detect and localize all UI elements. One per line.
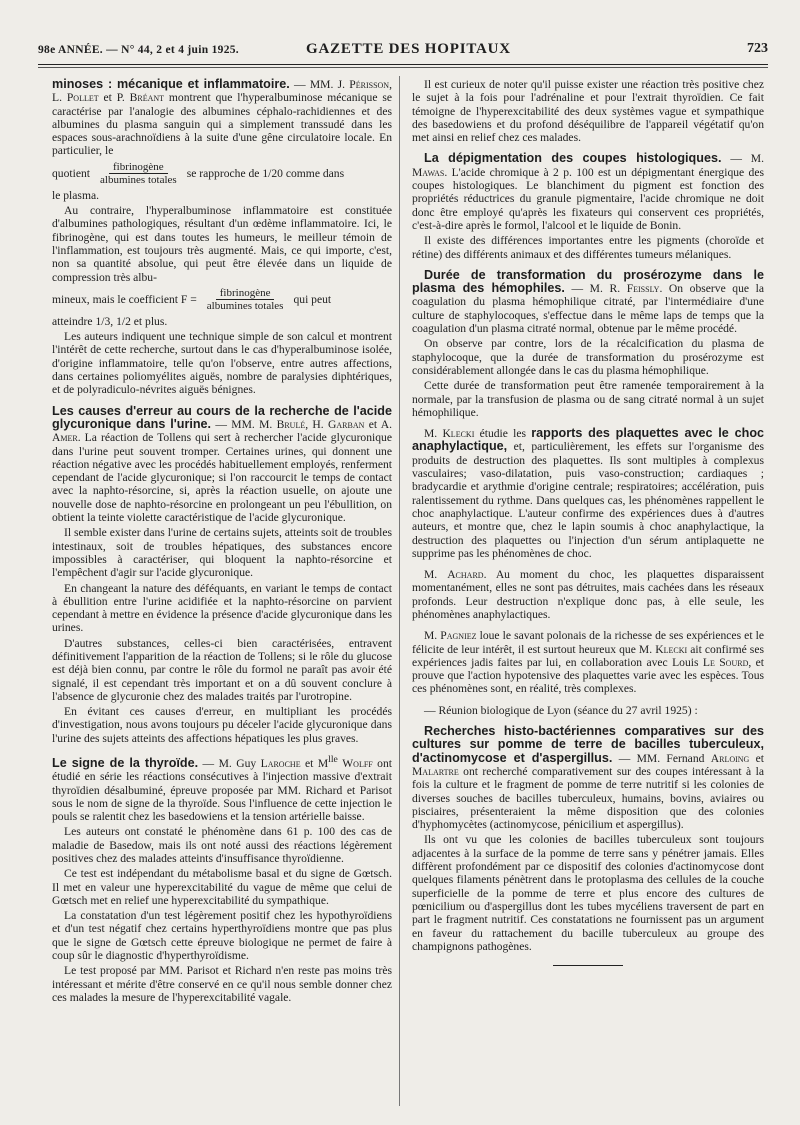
fraction-numerator: fibrinogène [216, 287, 275, 300]
paragraph: En changeant la nature des déféquants, en variant le temps de contact à ébullition entre l'urine acidifiée et la naphto-résorcine on parvient cependant à mettre en évidence la présence d'acide glycuronique dans les urines. [52, 581, 392, 635]
article-histo-bacteriennes: Recherches histo-bactériennes comparatives sur des cultures sur pomme de terre de bacilles tuberculeux, d'actinomycose et d'aspergillus. — MM. Fernand Arloing et Malartre ont recherché comparativement sur des coupes intéressant à la fois la culture et le fragment de pomme de terre nutritif si les colonies de diverses souches de bacilles tuberculeux, humains, bovins, aviaires ou pisciaires, présenteraient la même disposition que des colonies d'hyphomycètes (actinomycose, pénicilium et aspergillus). [412, 724, 765, 832]
author-name: Malartre [412, 764, 459, 778]
article-title: rapports des plaquettes avec le choc anaphylactique, [412, 426, 765, 454]
formula-quotient: quotient $\frac{\text{fibrinogène}}{\text{albumines totales}}$ se rapproche de 1/20 comme dans [52, 160, 345, 186]
formula-coefficient: mineux, mais le coefficient F = $\frac{\text{fibrinogène}}{\text{albumines totales}}$ qui peut [52, 286, 332, 312]
author-name: Amer [52, 431, 78, 445]
paragraph: Les auteurs indiquent une technique simple de son calcul et montrent l'intérêt de cette recherche, surtout dans le cas d'hyperalbuminose isolée, d'origine inflammatoire, telle qu'on l'observe, entre autres affections, dans certaines poliomyélites aiguës, nombre de paralysies diphtériques, et de polyradiculo-névrites aiguës bénignes. [52, 330, 392, 397]
author-name: Wolff [342, 756, 373, 770]
author-name: Klecki [655, 642, 688, 656]
author-name: Le Sourd [702, 655, 749, 669]
article-title: Durée de transformation du prosérozyme dans le plasma des hémophiles. [412, 267, 764, 296]
author-name: Brulé [276, 417, 306, 431]
article-signe-thyroide: Le signe de la thyroïde. — M. Guy Laroche et $M^{lle}$ Wolff ont étudié en série les réactions consécutives à l'injection massive d'extrait thyroïdien désalbuminé, épreuve proposée par MM. Richard et Parisot sous le nom de signe de la thyroïde. Sous l'influence de cette injection le pouls se ralentit chez les basedowiens et la tension artérielle baisse. [52, 754, 392, 824]
author-name: Mawas [412, 165, 445, 179]
right-column [412, 78, 764, 966]
end-rule [553, 965, 623, 966]
paragraph: On observe par contre, lors de la récalcification du plasma de staphylocoque, que la durée de transformation du prosérozyme est considérablement allongée dans le cas du plasma hémophilique. [412, 337, 764, 377]
author-name: Pagniez [440, 629, 477, 643]
paragraph: Il semble exister dans l'urine de certains sujets, atteints soit de troubles intestinaux, soit de troubles hépatiques, des substances encore impossibles à caractériser, qui bloquent la naphto-résorcine et l'empêchent d'agir sur l'acide glycuronique. [52, 526, 392, 580]
paragraph: En évitant ces causes d'erreur, en multipliant les procédés d'investigation, nous avons toujours pu déceler l'acide glycuronique dans l'urine des sujets atteints des affections hépatiques les plus graves. [52, 705, 392, 745]
paragraph: Le test proposé par MM. Parisot et Richard n'en reste pas moins très intéressant et mérite d'être conservé en ce qu'il nous semble donner chez ces malades la mesure de l'hyperexcitabilité vagale. [52, 964, 392, 1004]
reunion-line: — Réunion biologique de Lyon (séance du 27 avril 1925) : [424, 703, 698, 717]
fraction-denominator: albumines totales [206, 299, 284, 312]
author-name: Pollet [66, 91, 99, 105]
article-title: Recherches histo-bactériennes comparatives sur des cultures sur pomme de terre de bacilles tuberculeux, d'actinomycose et d'aspergillus. [412, 724, 764, 765]
header-rule-thin [38, 67, 768, 68]
page-header [38, 38, 768, 62]
article-plaquettes: M. Klecki étudie les rapports des plaquettes avec le choc anaphylactique, et, particulièrement, les effets sur l'organisme des produits de destruction des plaquettes. Ils sont multiples à complexus vasculaires; vaso-dilatation, puis vaso-construction; cardiaques ; bradycardie et arythmie d'origine centrale; respiratoires; accélération, puis ralentissement du rythme. Dans quelques cas, les phénomènes rappellent le choc anaphylactique. L'auteur confirme des expériences dues à d'autres auteurs, et montre que, chez le lapin soumis à choc anaphylactique, la destruction des plaquettes ou l'injection d'un sérum antiplaquette ne supprime pas les phénomènes de choc. [412, 426, 765, 560]
author-name: Bréant [129, 91, 165, 105]
paragraph: D'autres substances, celles-ci bien caractérisées, entravent définitivement l'apparition de la réaction de Tollens; si le rôle du glucose est déjà bien connu, par contre le rôle du formol ne paraît pas avoir été signalé, il est cependant très important et on a dû souvent conclure à l'absence de glycuronie chez des malades traités par l'urotropine. [52, 636, 392, 703]
header-rule [38, 64, 768, 65]
paragraph: Ce test est indépendant du métabolisme basal et du signe de Gœtsch. Il met en valeur une hyperexcitabilité du vague de même que celui de Gœtsch met en relief une hyperexcitabilité du sympathique. [52, 867, 392, 907]
paragraph: Au contraire, l'hyperalbuminose inflammatoire est constituée d'albumines pathologiques, résultant d'un œdème inflammatoire. Ici, le fibrinogène, qui est dans toutes les humeurs, le meilleur témoin de l'inflammation, est toujours très augmenté. Mais, ce qui importe, c'est, non sa quantité absolue, qui peut être élevée dans un liquide de compression très albu- [52, 204, 392, 284]
article-title: minoses : mécanique et inflammatoire. [52, 77, 290, 91]
author-name: Garban [328, 417, 365, 431]
column-divider [399, 76, 400, 1106]
author-name: Klecki [442, 427, 475, 441]
author-name: Achard [447, 568, 484, 582]
fraction [96, 161, 181, 186]
paragraph: Il existe des différences importantes entre les pigments (choroïde et rétine) des différents animaux et des différentes tumeurs mélaniques. [412, 234, 764, 261]
article-title: Le signe de la thyroïde. [52, 755, 199, 770]
comment-achard: M. Achard. Au moment du choc, les plaquettes disparaissent momentanément, elles ne sont pas détruites, mais cachées dans les réseaux profonds. Leur destruction n'explique donc pas, à elle seule, les phénomènes anaphylactiques. [412, 568, 764, 621]
fraction [203, 287, 288, 312]
article-proserozyme: Durée de transformation du prosérozyme dans le plasma des hémophiles. — M. R. Feissly. On observe que la coagulation du plasma hémophilique citraté, par l'intermédiaire d'une culture de staphylocoques, s'effectue dans le même laps de temps que la coagulation d'un plasma citraté normal, obtenue par le même procédé. [412, 267, 764, 336]
page-number: 723 [747, 41, 768, 56]
journal-title: GAZETTE DES HOPITAUX [306, 41, 511, 57]
fraction-denominator: albumines totales [100, 173, 177, 186]
author-name: Périsson [349, 78, 390, 91]
paragraph: La constatation d'un test légèrement positif chez les hypothyroïdiens et d'un test négatif chez certains hyperthyroïdiens montre que pas plus que le signe de Gœtsch cette épreuve biologique ne permet de faire à coup sûr le diagnostic d'hyperthyroïdisme. [52, 909, 392, 963]
author-name: Feissly [626, 282, 660, 296]
fraction-numerator: fibrinogène [109, 161, 168, 174]
article-title: La dépigmentation des coupes histologiques. [424, 151, 722, 166]
paragraph: Il est curieux de noter qu'il puisse exister une réaction très positive chez le sujet à la fois pour l'adrénaline et pour l'extrait thyroïdien. Ce fait témoigne de l'hyperexcitabilité des deux systèmes vague et sympathique des basedowiens et du profond déséquilibre de l'appareil végétatif qu'on met ainsi en relief chez ces malades. [412, 78, 764, 145]
author-name: Laroche [260, 756, 301, 770]
paragraph: Les auteurs ont constaté le phénomène dans 61 p. 100 des cas de maladie de Basedow, mais ils ont noté aussi des réactions légèrement positives chez des malades atteints d'insuffisance thyroïdienne. [52, 825, 392, 865]
article-depigmentation: La dépigmentation des coupes histologiques. — M. Mawas. L'acide chromique à 2 p. 100 est un dépigmentant énergique des coupes histologiques. Le blanchiment du pigment est fonction des propriétés réductrices du granule pigmentaire, l'acide chromique ne doit donc être employé qu'après les fixateurs qui conservent ces propriétés, c'est-à-dire après le formol, l'alcool et le liquide de Bonin. [412, 151, 764, 232]
paragraph: Ils ont vu que les colonies de bacilles tuberculeux sont toujours adjacentes à la surface de la pomme de terre sans y pénétrer jamais. Elles diffèrent profondément par ce dispositif des colonies d'actinomycose dont quelques filaments pénètrent dans le protoplasma des cellules de la couche superficielle de la pomme de terre et plus encore des cultures de pœnicilium ou d'aspergillus dont les tubes mycéliens traversent de part en part le fragment nutritif. Ces constatations ne fournissent pas un argument en faveur du rattachement du bacille tuberculeux au groupe des champignons pathogènes. [412, 833, 764, 953]
issue-line: 98e ANNÉE. — N° 44, 2 et 4 juin 1925. [38, 44, 239, 56]
article-acide-glycuronique: Les causes d'erreur au cours de la recherche de l'acide glycuronique dans l'urine. — MM. M. Brulé, H. Garban et A. Amer. La réaction de Tollens qui sert à rechercher l'acide glycuronique dans l'urine peut souvent tromper. Certaines urines, qui donnent une réaction négative avec les procédés habituellement employés, renferment cependant de l'acide glycuronique; si l'on raccourcit le temps de contact avec la naphto-résorcine, si, après la réaction usuelle, on ajoute une nouvelle dose de naphto-résorcine en prolongeant un peu l'ébullition, on obtient la teinte violette caractéristique de l'acide glycuronique. [52, 403, 392, 525]
article-hyperalbuminose: minoses : mécanique et inflammatoire. — MM. J. Périsson, L. Pollet et P. Bréant montrent que l'hyperalbuminose mécanique se caractérise par l'analogie des albumines céphalo-rachidiennes et des albumines du plasma sanguin qui a simplement transsudé dans les espaces sous-arachnoïdiens à la suite d'une gêne circulatoire locale. En particulier, le [52, 77, 392, 158]
comment-pagniez: M. Pagniez loue le savant polonais de la richesse de ses expériences et le félicite de leur intérêt, il est surtout heureux que M. Klecki ait confirmé ses expériences jadis faites par lui, en collaboration avec Louis Le Sourd, et prouve que l'action hypotensive des plaquettes varie avec les espèces. Tous ces phénomènes sont, en réalité, très complexes. [412, 629, 764, 696]
left-column: minoses : mécanique et inflammatoire. — MM. J. Périsson, L. Pollet et P. Bréant montrent que l'hyperalbuminose mécanique se caractérise par l'analogie des albumines céphalo-rachidiennes et des albumines du plasma sanguin qui a simplement transsudé dans les espaces sous-arachnoïdiens à la suite d'une gêne circulatoire locale. En particulier, le quotient $\frac{\text{fibrinogène}}{\text{albumines totales}}$ se rapproche de 1/20 comme dans le plasma. Au contraire, l'hyperalbuminose inflammatoire est constituée d'albumines pathologiques, résultant d'un œdème inflammatoire. Ici, le fibrinogène, qui est dans toutes les humeurs, le meilleur témoin de l'inflammation, est toujours très augmenté. Mais, ce qui importe, c'est, non sa quantité absolue, qui peut être élevée dans un liquide de compression très albu- mineux, mais le coefficient F = $\frac{\text{fibrinogène}}{\text{albumines totales}}$ qui peut atteindre 1/3, 1/2 et plus. Les auteurs indiquent une technique simple de son calcul et montrent l'intérêt de cette recherche, surtout dans le cas d'hyperalbuminose isolée, d'origine inflammatoire, telle qu'on l'observe, entre autres affections, dans certaines poliomyélites aiguës, nombre de paralysies diphtériques, et de polyradiculo-névrites aiguës bénignes. Les causes d'erreur au cours de la recherche de l'acide glycuronique dans l'urine. — MM. M. Brulé, H. Garban et A. Amer. La réaction de Tollens qui sert à rechercher l'acide glycuronique dans l'urine peut souvent tromper. Certaines urines, qui donnent une réaction négative avec les procédés habituellement employés, renferment cependant de l'acide glycuronique; si l'on raccourcit le temps de contact avec la naphto-résorcine, si, après la réaction usuelle, on ajoute une nouvelle dose de naphto-résorcine en prolongeant un peu l'ébullition, on obtient la teinte violette caractéristique de l'acide glycuronique. Il semble exister dans l'urine de certains sujets, atteints soit de troubles intestinaux, soit de troubles hépatiques, des substances encore impossibles à caractériser, qui bloquent la naphto-résorcine et l'empêchent d'agir sur l'acide glycuronique. En changeant la nature des déféquants, en variant le temps de contact à ébullition entre l'urine acidifiée et la naphto-résorcine on parvient cependant à mettre en évidence la présence d'acide glycuronique dans les urines. D'autres substances, celles-ci bien caractérisées, entravent définitivement l'apparition de la réaction de Tollens; si le rôle du glucose est déjà bien connu, par contre le rôle du formol ne paraît pas avoir été signalé, il est cependant très important et on a dû souvent conclure à l'absence de glycuronie chez des malades traités par l'urotropine. En évitant ces causes d'erreur, en multipliant les procédés d'investigation, nous avons toujours pu déceler l'acide glycuronique dans l'urine des sujets atteints des affections hépatiques les plus graves. Le signe de la thyroïde. — M. Guy Laroche et $M^{lle}$ Wolff ont étudié en série les réactions consécutives à l'injection massive d'extrait thyroïdien désalbuminé, épreuve proposée par MM. Richard et Parisot sous le nom de signe de la thyroïde. Sous l'influence de cette injection le pouls se ralentit chez les basedowiens et la tension artérielle baisse. Les auteurs ont constaté le phénomène dans 61 p. 100 des cas de maladie de Basedow, mais ils ont noté aussi des réactions légèrement positives chez des malades atteints d'insuffisance thyroïdienne. Ce test est indépendant du métabolisme basal et du signe de Gœtsch. Il met en valeur une hyperexcitabilité du vague de même que celui de Gœtsch met en relief une hyperexcitabilité du sympathique. La constatation d'un test légèrement positif chez les hypothyroïdiens et d'un test négatif chez certains hyperthyroïdiens montre que pas plus que le signe de Gœtsch cette épreuve biologique ne permet de faire à coup sûr le diagnostic d'hyperthyroïdisme. Le test proposé par MM. Parisot et Richard n'en reste pas moins très intéressant et mérite d'être conservé en ce qu'il nous semble donner chez ces malades la mesure de l'hyperexcitabilité vagale. [52, 77, 392, 1004]
article-body: montrent que l'hyperalbuminose mécanique se caractérise par l'analogie des albumines céphalo-rachidiennes et des albumines du plasma sanguin qui a simplement transsudé dans les espaces sous-arachnoïdiens à la suite d'une gêne circulatoire locale. En particulier, le [52, 91, 392, 158]
author-name: Arloing [710, 751, 750, 765]
article-title: Les causes d'erreur au cours de la recherche de l'acide glycuronique dans l'urine. [52, 403, 392, 431]
paragraph: Cette durée de transformation peut être ramenée temporairement à la normale, par la transfusion de plasma ou de sang citraté normal à un sujet hémophilique. [412, 379, 764, 419]
